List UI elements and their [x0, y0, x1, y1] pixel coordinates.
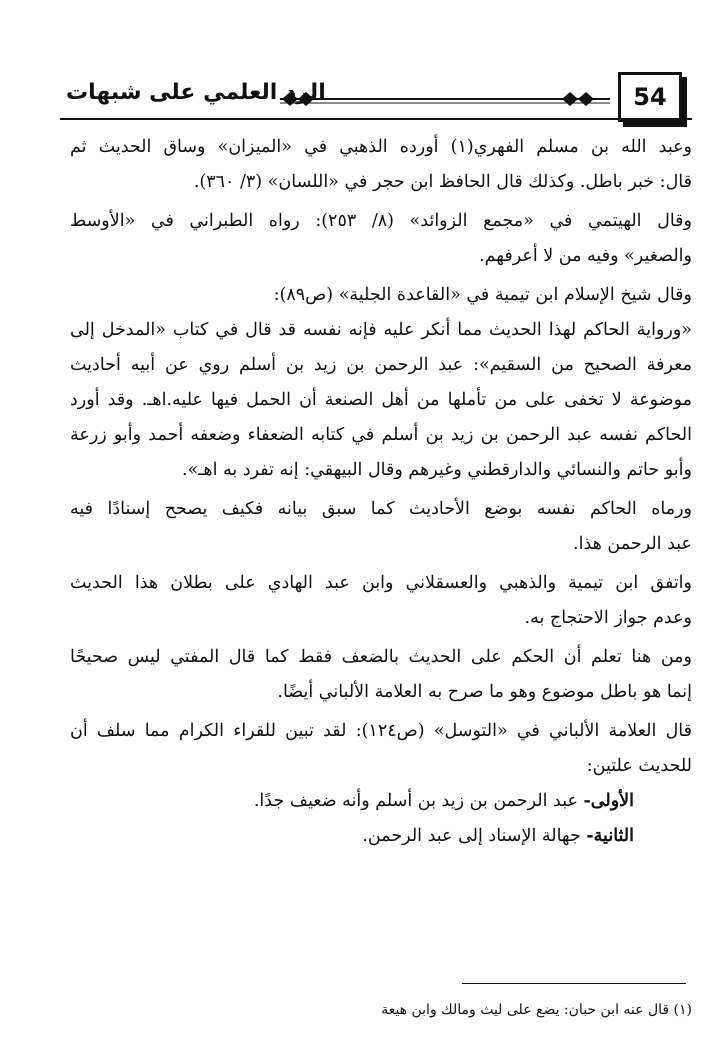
- paragraph-4-quote: [70, 313, 692, 488]
- text-line: للحديث علتين:: [586, 756, 692, 776]
- point-item: [70, 819, 692, 854]
- running-title: الرد العلمي على شبهات: [66, 80, 326, 105]
- text-line: وقال شيخ الإسلام ابن تيمية في «القاعدة الجلية» (ص٨٩):: [273, 285, 692, 305]
- text-line: وعدم جواز الاحتجاج به.: [524, 608, 692, 628]
- text-line: معرفة الصحيح من السقيم»: عبد الرحمن بن زيد بن أسلم روي عن أبيه أحاديث: [70, 355, 692, 375]
- footnote-rule: [462, 983, 686, 984]
- paragraph-1: [70, 130, 692, 200]
- text-line: إنما هو باطل موضوع وهو ما صرح به العلامة الألباني أيضًا.: [277, 682, 692, 702]
- text-line: قال العلامة الألباني في «التوسل» (ص١٢٤): لقد تبين للقراء الكرام مما سلف أن: [70, 721, 692, 741]
- text-line: موضوعة لا تخفى على من تأملها من أهل الصنعة أن الحمل فيها عليه.اهـ. وقد أورد: [70, 390, 692, 410]
- header-rule: [60, 118, 692, 120]
- text-line: ومن هنا تعلم أن الحكم على الحديث بالضعف فقط كما قال المفتي ليس صحيحًا: [70, 647, 692, 667]
- points-list: [70, 784, 692, 854]
- text-line: والصغير» وفيه من لا أعرفهم.: [479, 246, 692, 266]
- body-text: [70, 130, 692, 854]
- point-label: الثانية-: [586, 826, 634, 846]
- text-line: «ورواية الحاكم لهذا الحديث مما أنكر عليه فإنه نفسه قد قال في كتاب «المدخل إلى: [70, 320, 692, 340]
- paragraph-7: [70, 640, 692, 710]
- text-line: قال: خبر باطل. وكذلك قال الحافظ ابن حجر في «اللسان» (٣/ ٣٦٠).: [193, 172, 692, 192]
- text-line: الحاكم نفسه عبد الرحمن بن زيد بن أسلم في كتابه الضعفاء وضعفه أحمد وأبو زرعة: [70, 425, 692, 445]
- paragraph-6: [70, 566, 692, 636]
- point-item: [70, 784, 692, 819]
- ornament-divider: [280, 90, 610, 108]
- text-line: عبد الرحمن هذا.: [573, 534, 692, 554]
- paragraph-5: [70, 492, 692, 562]
- paragraph-8: [70, 714, 692, 784]
- text-line: وأبو حاتم والنسائي والدارقطني وغيرهم وقال البيهقي: إنه تفرد به اهـ».: [181, 460, 692, 480]
- page-header: [60, 68, 692, 124]
- page-number-box: [618, 72, 682, 122]
- paragraph-2: [70, 204, 692, 274]
- text-line: واتفق ابن تيمية والذهبي والعسقلاني وابن عبد الهادي على بطلان هذا الحديث: [70, 573, 692, 593]
- point-label: الأولى-: [583, 791, 634, 811]
- text-line: وقال الهيتمي في «مجمع الزوائد» (٨/ ٢٥٣): رواه الطبراني في «الأوسط: [70, 211, 692, 231]
- text-line: وعبد الله بن مسلم الفهري(١) أورده الذهبي في «الميزان» وساق الحديث ثم: [70, 137, 692, 157]
- paragraph-3: [70, 278, 692, 313]
- footnote: (١) قال عنه ابن حبان: يضع على ليث ومالك وابن هيعة: [381, 1002, 692, 1018]
- point-text: جهالة الإسناد إلى عبد الرحمن.: [362, 826, 581, 846]
- page-number: 54: [633, 83, 667, 111]
- text-line: ورماه الحاكم نفسه بوضع الأحاديث كما سبق بيانه فكيف يصحح إسنادًا فيه: [70, 499, 692, 519]
- point-text: عبد الرحمن بن زيد بن أسلم وأنه ضعيف جدًا.: [253, 791, 578, 811]
